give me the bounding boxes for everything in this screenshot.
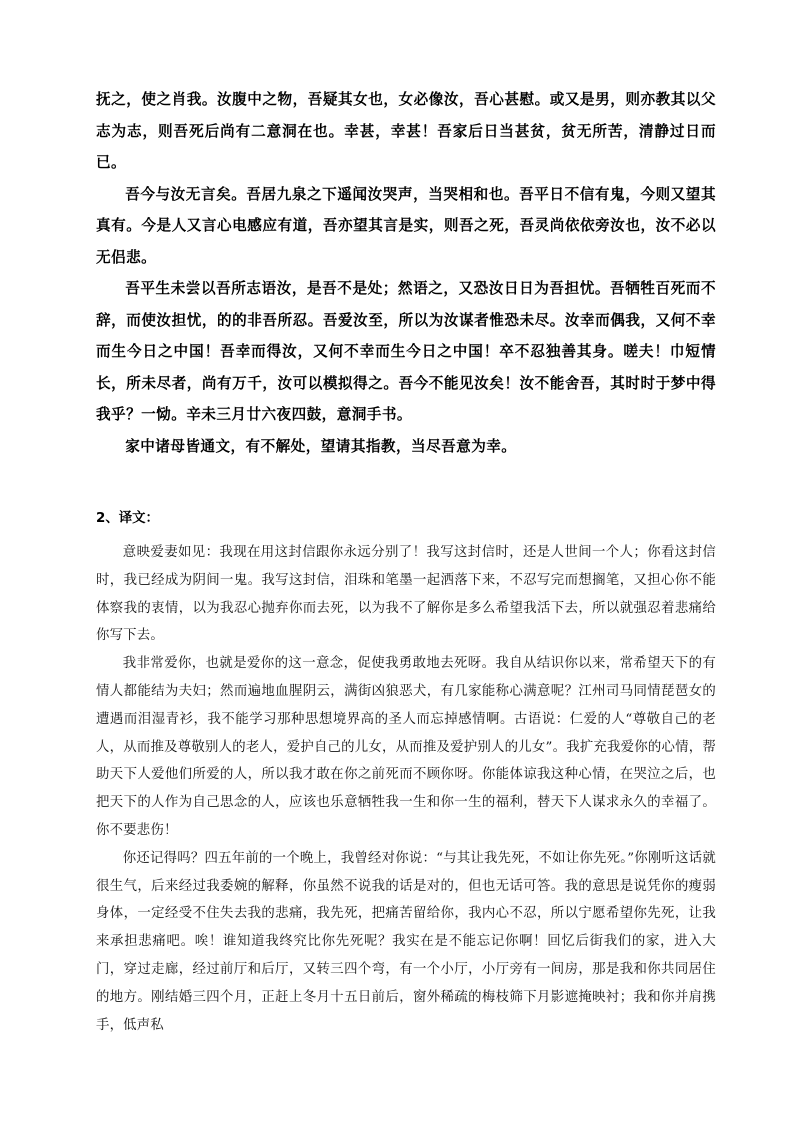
- letter-original-text: [96, 84, 716, 462]
- translation-heading: 2、译文：: [96, 511, 159, 526]
- translation-paragraph-1: 意映爱妻如见：我现在用这封信跟你永远分别了！我写这封信时，还是人世间一个人；你看这封信时，我已经成为阴间一鬼。我写这封信，泪珠和笔墨一起洒落下来，不忍写完而想搁笔，又担心你不能体察我的衷情，以为我忍心抛弃你而去死，以为我不了解你是多么希望我活下去，所以就强忍着悲痛给你写下去。: [96, 545, 716, 644]
- letter-paragraph-1: 抚之，使之肖我。汝腹中之物，吾疑其女也，女必像汝，吾心甚慰。或又是男，则亦教其以父志为志，则吾死后尚有二意洞在也。幸甚，幸甚！吾家后日当甚贫，贫无所苦，清静过日而已。: [96, 91, 716, 171]
- translation-paragraph-2: 我非常爱你，也就是爱你的这一意念，促使我勇敢地去死呀。我自从结识你以来，常希望天下的有情人都能结为夫妇；然而遍地血腥阴云，满街凶狼恶犬，有几家能称心满意呢？江州司马同情琵琶女的遭遇而泪湿青衫，我不能学习那种思想境界高的圣人而忘掉感情啊。古语说：仁爱的人“尊敬自己的老人，从而推及尊敬别人的老人，爱护自己的儿女，从而推及爱护别人的儿女”。我扩充我爱你的心情，帮助天下人爱他们所爱的人，所以我才敢在你之前死而不顾你呀。你能体谅我这种心情，在哭泣之后，也把天下的人作为自己思念的人，应该也乐意牺牲我一生和你一生的福利，替天下人谋求永久的幸福了。你不要悲伤！: [96, 656, 716, 838]
- translation-text: [96, 539, 716, 1039]
- letter-paragraph-3: 吾平生未尝以吾所志语汝，是吾不是处；然语之，又恐汝日日为吾担忧。吾牺牲百死而不辞，而使汝担忧，的的非吾所忍。吾爱汝至，所以为汝谋者惟恐未尽。汝幸而偶我，又何不幸而生今日之中国！吾幸而得汝，又何不幸而生今日之中国！卒不忍独善其身。嗟夫！巾短情长，所未尽者，尚有万千，汝可以模拟得之。吾今不能见汝矣！汝不能舍吾，其时时于梦中得我乎？一恸。辛未三月廿六夜四鼓，意洞手书。: [96, 280, 716, 423]
- letter-paragraph-4: 家中诸母皆通文，有不解处，望请其指教，当尽吾意为幸。: [125, 437, 517, 455]
- translation-paragraph-3: 你还记得吗？四五年前的一个晚上，我曾经对你说：“与其让我先死，不如让你先死。”你刚听这话就很生气，后来经过我委婉的解释，你虽然不说我的话是对的，但也无话可答。我的意思是说凭你的瘦弱身体，一定经受不住失去我的悲痛，我先死，把痛苦留给你，我内心不忍，所以宁愿希望你先死，让我来承担悲痛吧。唉！谁知道我终究比你先死呢？我实在是不能忘记你啊！回忆后街我们的家，进入大门，穿过走廊，经过前厅和后厅，又转三四个弯，有一个小厅，小厅旁有一间房，那是我和你共同居住的地方。刚结婚三四个月，正赶上冬月十五日前后，窗外稀疏的梅枝筛下月影遮掩映衬；我和你并肩携手，低声私: [96, 850, 716, 1033]
- letter-paragraph-2: 吾今与汝无言矣。吾居九泉之下遥闻汝哭声，当哭相和也。吾平日不信有鬼，今则又望其真有。今是人又言心电感应有道，吾亦望其言是实，则吾之死，吾灵尚依依旁汝也，汝不必以无侣悲。: [96, 185, 716, 266]
